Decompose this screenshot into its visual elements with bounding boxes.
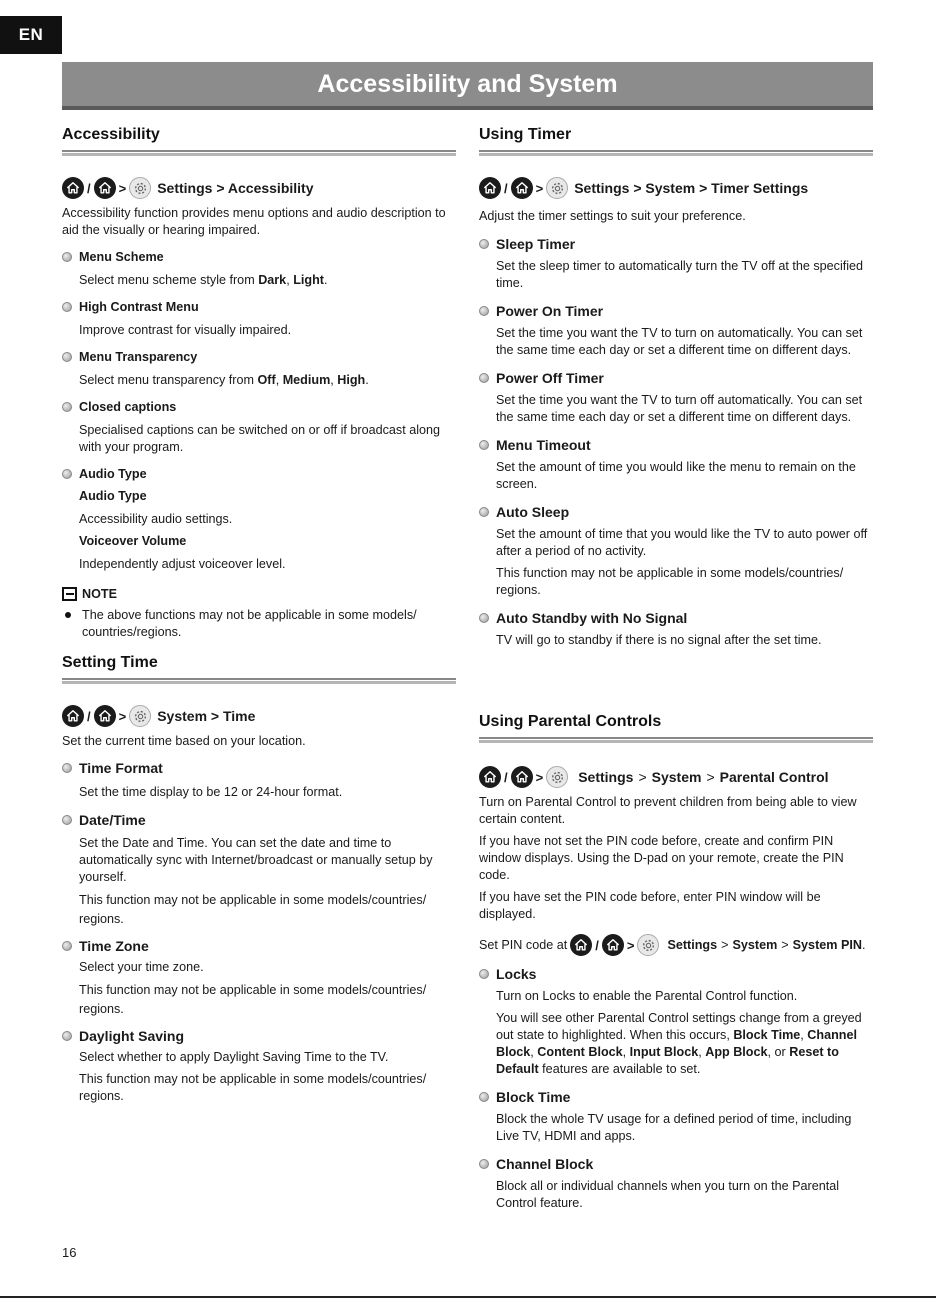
note-item: The above functions may not be applicable in some models/ countries/regions. (62, 607, 456, 641)
item-desc-note: This function may not be applicable in some models/countries/ regions. (79, 983, 427, 1016)
item-locks: Locks (479, 965, 873, 983)
bullet-icon (62, 763, 72, 773)
bullet-icon (479, 1159, 489, 1169)
pin-code-path: Set PIN code at / > Settings > System > System PIN . (479, 931, 873, 959)
section-rule (479, 150, 873, 156)
gear-icon (637, 934, 659, 956)
item-desc: Set the sleep timer to automatically turn the TV off at the specified time. (496, 259, 864, 290)
section-rule (62, 150, 456, 156)
item-desc: Specialised captions can be switched on or off if broadcast along with your program. (79, 423, 441, 454)
bullet-icon (479, 373, 489, 383)
item-menu-scheme: Menu Scheme (62, 248, 456, 266)
section-parental-controls (479, 711, 873, 1212)
intro-text: Accessibility function provides menu options and audio description to aid the visually or hearing impaired. (62, 206, 446, 237)
sub-desc: Accessibility audio settings. (79, 512, 233, 526)
language-tab: EN (0, 16, 62, 54)
footer-rule (0, 1296, 936, 1298)
note-heading: NOTE (62, 587, 456, 601)
item-desc-note: This function may not be applicable in some models/countries/ regions. (79, 893, 427, 926)
home-icon (570, 934, 592, 956)
parental-intro: Turn on Parental Control to prevent children from being able to view certain content. (479, 795, 857, 826)
parental-pin-create: If you have not set the PIN code before, create and confirm PIN window displays. Using the D-pad on your remote, create the PIN code. (479, 834, 844, 882)
home-icon (62, 177, 84, 199)
item-sleep-timer: Sleep Timer (479, 235, 873, 253)
bullet-icon (479, 969, 489, 979)
page-banner-title: Accessibility and System (62, 62, 873, 110)
section-rule (479, 737, 873, 743)
sub-desc: Independently adjust voiceover level. (79, 557, 286, 571)
gt-separator: > (535, 180, 544, 196)
home-icon (511, 177, 533, 199)
item-desc-note: This function may not be applicable in some models/countries/ regions. (79, 1072, 427, 1103)
item-desc-note: This function may not be applicable in some models/countries/ regions. (496, 566, 844, 597)
item-high-contrast-menu: High Contrast Menu (62, 298, 456, 316)
menu-path (62, 702, 456, 730)
item-desc: Set the time you want the TV to turn off automatically. You can set the same time each day or set a different time on different days. (496, 393, 863, 424)
item-desc: Select menu transparency from Off, Medium, High. (79, 373, 369, 387)
item-desc-options: You will see other Parental Control settings change from a greyed out state to highlighted. When this occurs, Block Time, Channel Block, Content Block, Input Block, App Block, or Reset to Default features are available to set. (496, 1011, 862, 1076)
bullet-icon (62, 302, 72, 312)
item-desc: Block all or individual channels when you turn on the Parental Control feature. (496, 1179, 840, 1210)
bullet-icon (62, 402, 72, 412)
item-time-format: Time Format (62, 759, 456, 777)
gear-icon (129, 705, 151, 727)
menu-path: / > Settings > System > Parental Control (479, 763, 873, 791)
gear-icon (129, 177, 151, 199)
bullet-icon (479, 306, 489, 316)
sub-label: Voiceover Volume (79, 534, 187, 548)
path-text: System > Time (157, 708, 256, 724)
bullet-icon (479, 613, 489, 623)
item-desc: Block the whole TV usage for a defined period of time, including Live TV, HDMI and apps. (496, 1112, 852, 1143)
item-auto-sleep: Auto Sleep (479, 503, 873, 521)
slash-separator: / (504, 769, 508, 785)
menu-path (62, 174, 456, 202)
section-title: Using Timer (479, 126, 572, 143)
intro-text: Set the current time based on your location. (62, 734, 306, 748)
item-power-off-timer: Power Off Timer (479, 369, 873, 387)
section-title: Setting Time (62, 654, 158, 671)
item-desc: Set the Date and Time. You can set the date and time to automatically sync with Internet/broadcast or manually setup by yourself. (79, 836, 433, 884)
item-audio-type: Audio Type (62, 465, 456, 483)
bullet-icon (479, 440, 489, 450)
item-time-zone: Time Zone (62, 937, 456, 955)
bullet-icon (62, 1031, 72, 1041)
item-daylight-saving: Daylight Saving (62, 1027, 456, 1045)
bullet-icon (62, 469, 72, 479)
bullet-icon (62, 252, 72, 262)
item-auto-standby: Auto Standby with No Signal (479, 609, 873, 627)
bullet-icon (62, 941, 72, 951)
section-setting-time (62, 652, 456, 1105)
item-closed-captions: Closed captions (62, 398, 456, 416)
section-accessibility (62, 124, 456, 641)
bullet-icon (62, 352, 72, 362)
home-icon (602, 934, 624, 956)
gt-separator: > (626, 937, 635, 953)
item-desc: Select whether to apply Daylight Saving Time to the TV. (79, 1050, 389, 1064)
item-desc: Turn on Locks to enable the Parental Control function. (496, 989, 798, 1003)
item-desc: Set the time display to be 12 or 24-hour format. (79, 785, 343, 799)
item-desc: Select your time zone. (79, 960, 204, 974)
slash-separator: / (87, 708, 91, 724)
section-using-timer (479, 124, 873, 649)
home-icon (94, 705, 116, 727)
gt-separator: > (118, 708, 127, 724)
item-power-on-timer: Power On Timer (479, 302, 873, 320)
bullet-icon (479, 1092, 489, 1102)
gear-icon (546, 766, 568, 788)
path-parental-control: Parental Control (719, 769, 829, 785)
home-icon (479, 177, 501, 199)
slash-separator: / (504, 180, 508, 196)
page-number: 16 (62, 1245, 77, 1260)
bullet-icon (479, 507, 489, 517)
gt-separator: > (535, 769, 544, 785)
note-icon (62, 587, 77, 601)
section-title: Accessibility (62, 126, 160, 143)
parental-pin-enter: If you have set the PIN code before, enter PIN window will be displayed. (479, 890, 821, 921)
path-text: Settings > Accessibility (157, 180, 314, 196)
section-rule (62, 678, 456, 684)
path-text: Settings > System > Timer Settings (574, 180, 809, 196)
item-desc: Select menu scheme style from Dark, Light. (79, 273, 328, 287)
home-icon (62, 705, 84, 727)
item-date-time: Date/Time (62, 811, 456, 829)
item-desc: Set the amount of time you would like the menu to remain on the screen. (496, 460, 856, 491)
item-menu-transparency: Menu Transparency (62, 348, 456, 366)
sub-label: Audio Type (79, 489, 147, 503)
dot-bullet (65, 612, 71, 618)
gear-icon (546, 177, 568, 199)
intro-text: Adjust the timer settings to suit your preference. (479, 209, 746, 223)
home-icon (511, 766, 533, 788)
bullet-icon (62, 815, 72, 825)
home-icon (94, 177, 116, 199)
gt-separator: > (118, 180, 127, 196)
menu-path (479, 174, 873, 202)
slash-separator: / (87, 180, 91, 196)
item-desc: TV will go to standby if there is no signal after the set time. (496, 633, 822, 647)
item-desc: Set the amount of time that you would like the TV to auto power off after a period of no activity. (496, 527, 868, 558)
slash-separator: / (595, 937, 599, 953)
path-system: System (651, 769, 702, 785)
item-channel-block: Channel Block (479, 1155, 873, 1173)
section-title: Using Parental Controls (479, 713, 662, 730)
bullet-icon (479, 239, 489, 249)
item-desc: Set the time you want the TV to turn on automatically. You can set the same time each day or set a different time on different days. (496, 326, 863, 357)
home-icon (479, 766, 501, 788)
path-settings: Settings (578, 769, 634, 785)
item-block-time: Block Time (479, 1088, 873, 1106)
item-menu-timeout: Menu Timeout (479, 436, 873, 454)
item-desc: Improve contrast for visually impaired. (79, 323, 292, 337)
